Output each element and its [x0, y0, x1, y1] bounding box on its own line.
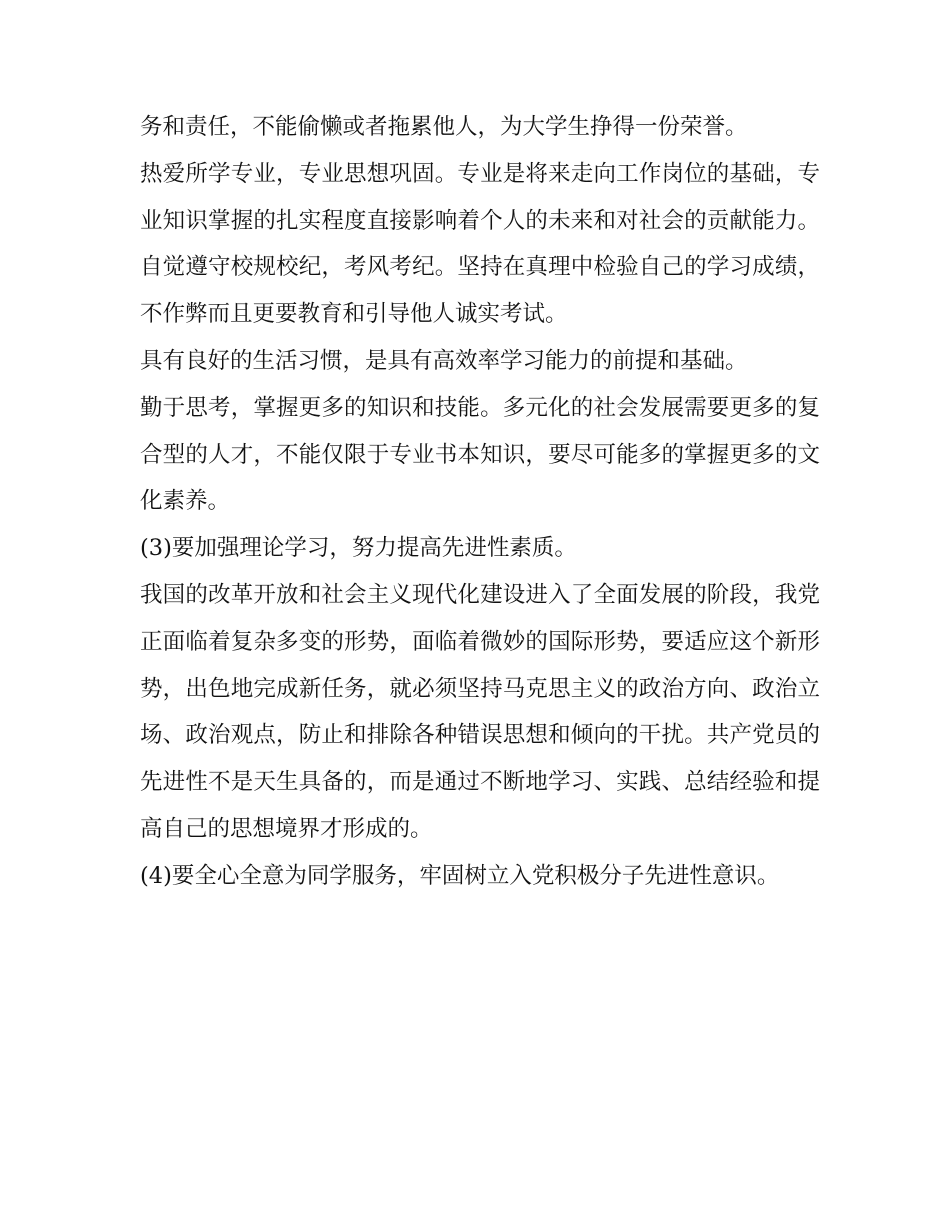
paragraph-major: 热爱所学专业，专业思想巩固。专业是将来走向工作岗位的基础，专业知识掌握的扎实程度直接影响着个人的未来和对社会的贡献能力。自觉遵守校规校纪，考风考纪。坚持在真理中检验自己的学习成绩，不作弊而且更要教育和引导他人诚实考试。	[140, 160, 820, 328]
paragraph-thinking: 勤于思考，掌握更多的知识和技能。多元化的社会发展需要更多的复合型的人才，不能仅限于专业书本知识，要尽可能多的掌握更多的文化素养。	[140, 394, 820, 515]
document-body	[140, 104, 820, 900]
paragraph-duty: 务和责任，不能偷懒或者拖累他人，为大学生挣得一份荣誉。	[140, 114, 748, 140]
paragraph-heading-3: (3)要加强理论学习，努力提高先进性素质。	[140, 535, 577, 562]
paragraph-heading-4: (4)要全心全意为同学服务，牢固树立入党积极分子先进性意识。	[140, 862, 780, 889]
paragraph-habits: 具有良好的生活习惯，是具有高效率学习能力的前提和基础。	[140, 347, 748, 374]
paragraph-reform: 我国的改革开放和社会主义现代化建设进入了全面发展的阶段，我党正面临着复杂多变的形势，面临着微妙的国际形势，要适应这个新形势，出色地完成新任务，就必须坚持马克思主义的政治方向、政治立场、政治观点，防止和排除各种错误思想和倾向的干扰。共产党员的先进性不是天生具备的，而是通过不断地学习、实践、总结经验和提高自己的思想境界才形成的。	[140, 581, 820, 842]
